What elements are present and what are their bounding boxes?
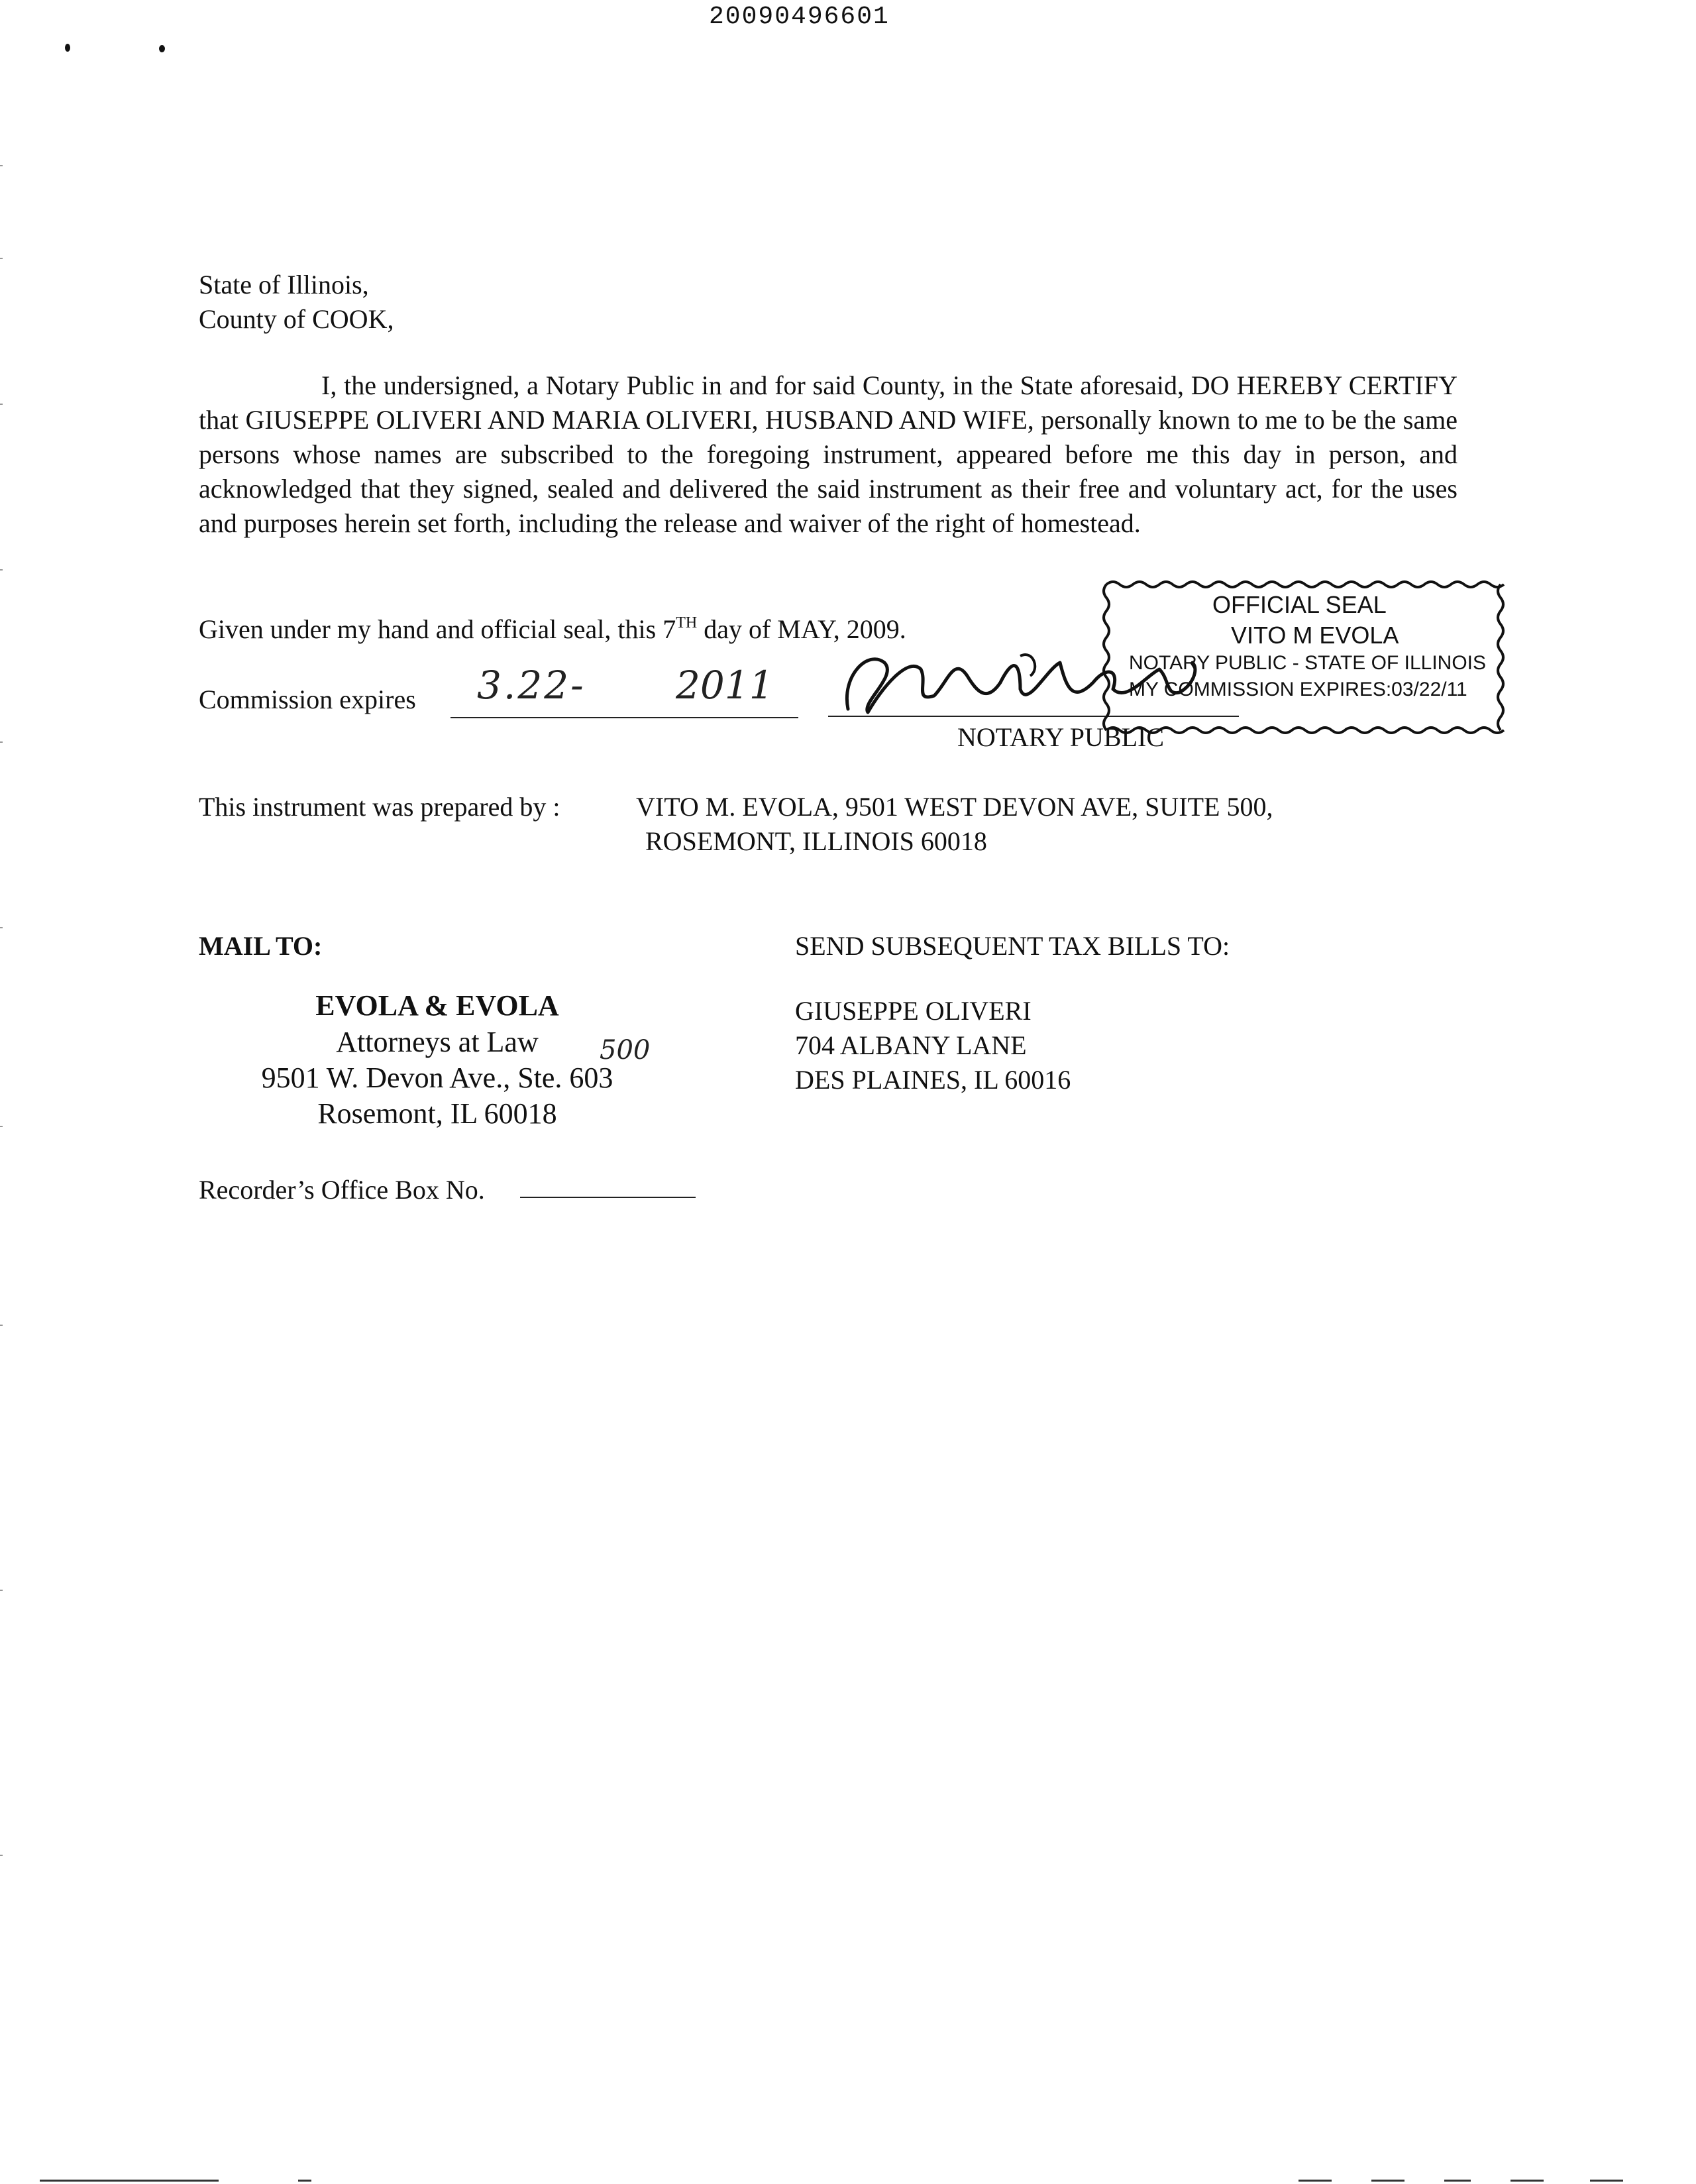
mail-firm-name: EVOLA & EVOLA (315, 989, 559, 1022)
tax-name: GIUSEPPE OLIVERI (795, 996, 1032, 1026)
venue-header (199, 268, 394, 337)
scan-edge-marks (0, 0, 4, 2184)
seal-line-4: MY COMMISSION EXPIRES:03/22/11 (1129, 679, 1467, 700)
certification-paragraph: I, the undersigned, a Notary Public in and for said County, in the State aforesaid, DO HEREBY CERTIFY that GIUSEPPE OLIVERI AND MARIA OLIVERI, HUSBAND AND WIFE, personally known to me to be the same persons whose names are subscribed to the foregoing instrument, appeared before me this day in person, and acknowledged that they signed, sealed and delivered the said instrument as their free and voluntary act, for the uses and purposes herein set forth, including the release and waiver of the right of homestead. (199, 370, 1458, 538)
state-line: State of Illinois, (199, 270, 369, 300)
tax-bills-address (795, 994, 1071, 1097)
given-superscript: TH (676, 614, 698, 631)
scan-speck (159, 45, 165, 52)
prepared-by-line-2: ROSEMONT, ILLINOIS 60018 (645, 826, 987, 856)
commission-handwritten-date: 3.22- (477, 663, 586, 708)
notary-public-caption: NOTARY PUBLIC (957, 722, 1165, 752)
prepared-by-line-1: VITO M. EVOLA, 9501 WEST DEVON AVE, SUITE 500, (636, 792, 1273, 822)
prepared-by-label: This instrument was prepared by : (199, 792, 560, 822)
scan-bottom-marks (0, 2177, 1696, 2184)
recorder-box-blank (520, 1197, 696, 1198)
mail-firm-line-1: Attorneys at Law (336, 1026, 539, 1058)
tax-bills-heading: SEND SUBSEQUENT TAX BILLS TO: (795, 931, 1230, 961)
seal-line-2: VITO M EVOLA (1231, 622, 1399, 649)
mail-to-heading: MAIL TO: (199, 931, 323, 961)
tax-street: 704 ALBANY LANE (795, 1030, 1027, 1060)
scan-speck (65, 44, 70, 52)
seal-line-1: OFFICIAL SEAL (1212, 591, 1387, 618)
mail-firm-line-2: 9501 W. Devon Ave., Ste. 603 (261, 1062, 613, 1094)
recorder-box-label: Recorder’s Office Box No. (199, 1175, 485, 1205)
mail-firm-line-3: Rosemont, IL 60018 (317, 1097, 557, 1130)
tax-city: DES PLAINES, IL 60016 (795, 1065, 1071, 1095)
document-number: 20090496601 (709, 3, 890, 31)
county-line: County of COOK, (199, 304, 394, 334)
given-suffix: day of MAY, 2009. (697, 614, 906, 644)
commission-expires-label: Commission expires (199, 684, 416, 714)
given-under-hand-line (199, 612, 906, 647)
seal-line-3: NOTARY PUBLIC - STATE OF ILLINOIS (1129, 652, 1487, 674)
commission-handwritten-year: 2011 (676, 663, 774, 708)
given-prefix: Given under my hand and official seal, this 7 (199, 614, 676, 644)
suite-handwritten-correction: 500 (600, 1035, 651, 1065)
official-seal-stamp (1100, 571, 1510, 743)
